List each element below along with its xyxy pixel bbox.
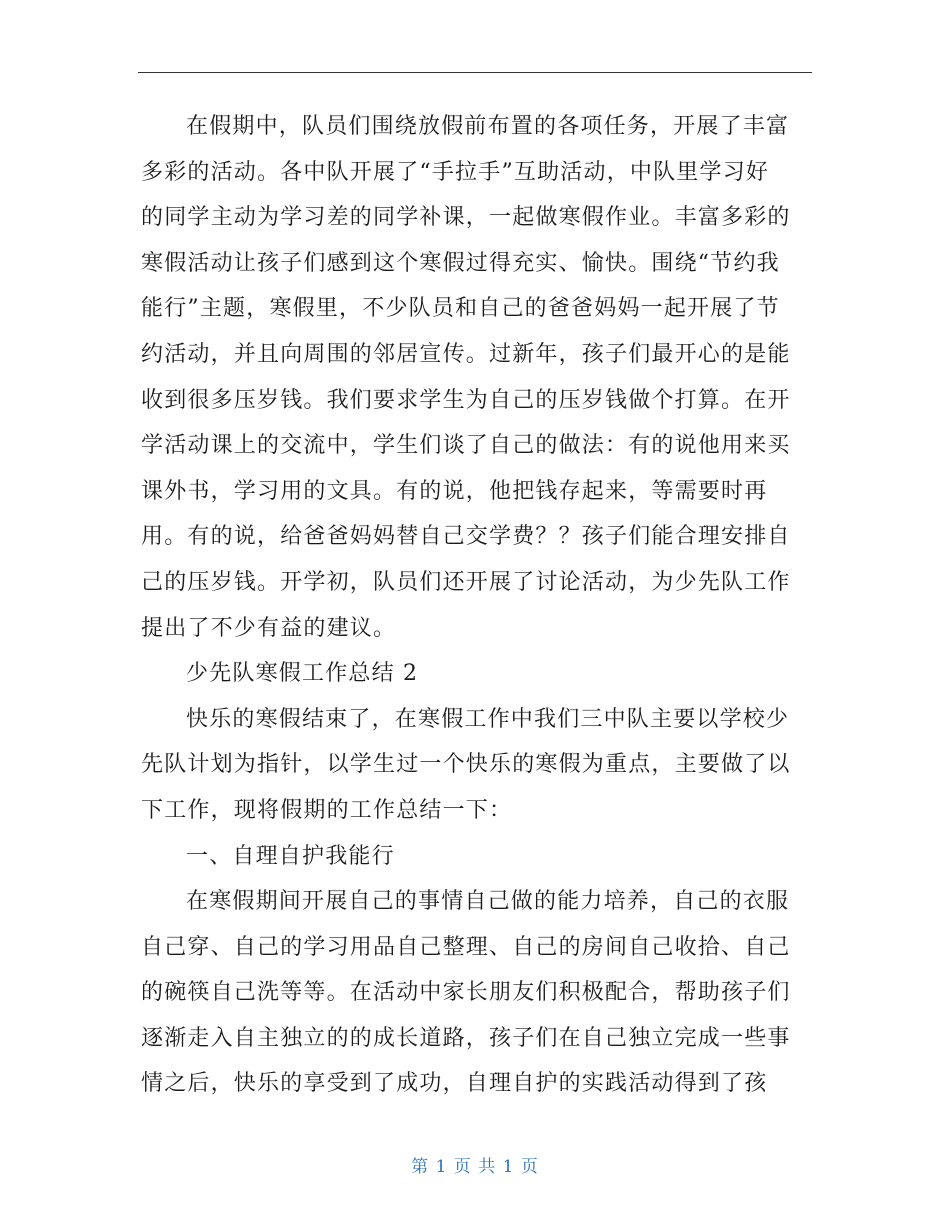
document-body	[141, 104, 801, 1107]
text-line: 逐渐走入自主独立的的成长道路，孩子们在自己独立完成一些事	[141, 1025, 791, 1051]
text-line: 多彩的活动。各中队开展了“手拉手”互助活动，中队里学习好	[141, 159, 770, 185]
text-line: 课外书，学习用的文具。有的说，他把钱存起来，等需要时再	[141, 478, 768, 504]
text-line: 在寒假期间开展自己的事情自己做的能力培养，自己的衣服	[186, 889, 790, 915]
text-line: 自己穿、自己的学习用品自己整理、自己的房间自己收拾、自己	[141, 934, 791, 960]
text-line: 寒假活动让孩子们感到这个寒假过得充实、愉快。围绕“节约我	[141, 250, 780, 276]
text-line: 用。有的说，给爸爸妈妈替自己交学费？？孩子们能合理安排自	[141, 524, 791, 550]
text-line: 约活动，并且向周围的邻居宣传。过新年，孩子们最开心的是能	[141, 341, 791, 367]
text-line: 下工作，现将假期的工作总结一下：	[141, 797, 513, 823]
header-rule	[138, 72, 812, 73]
text-line: 学活动课上的交流中，学生们谈了自己的做法：有的说他用来买	[141, 433, 791, 459]
text-line: 收到很多压岁钱。我们要求学生为自己的压岁钱做个打算。在开	[141, 387, 791, 413]
text-line: 情之后，快乐的享受到了成功，自理自护的实践活动得到了孩	[141, 1071, 768, 1097]
text-line: 快乐的寒假结束了，在寒假工作中我们三中队主要以学校少	[186, 706, 790, 732]
text-line: 先队计划为指针，以学生过一个快乐的寒假为重点，主要做了以	[141, 752, 791, 778]
text-line: 己的压岁钱。开学初，队员们还开展了讨论活动，为少先队工作	[141, 569, 791, 595]
text-line: 的同学主动为学习差的同学补课，一起做寒假作业。丰富多彩的	[141, 205, 791, 231]
text-line: 能行”主题，寒假里，不少队员和自己的爸爸妈妈一起开展了节	[141, 296, 780, 322]
text-line: 一、自理自护我能行	[186, 843, 395, 869]
text-line: 在假期中，队员们围绕放假前布置的各项任务，开展了丰富	[186, 114, 790, 139]
text-line: 提出了不少有益的建议。	[141, 615, 397, 641]
text-line: 少先队寒假工作总结 2	[186, 661, 419, 687]
text-line: 的碗筷自己洗等等。在活动中家长朋友们积极配合，帮助孩子们	[141, 980, 791, 1006]
page-number: 第 1 页 共 1 页	[411, 1157, 539, 1177]
